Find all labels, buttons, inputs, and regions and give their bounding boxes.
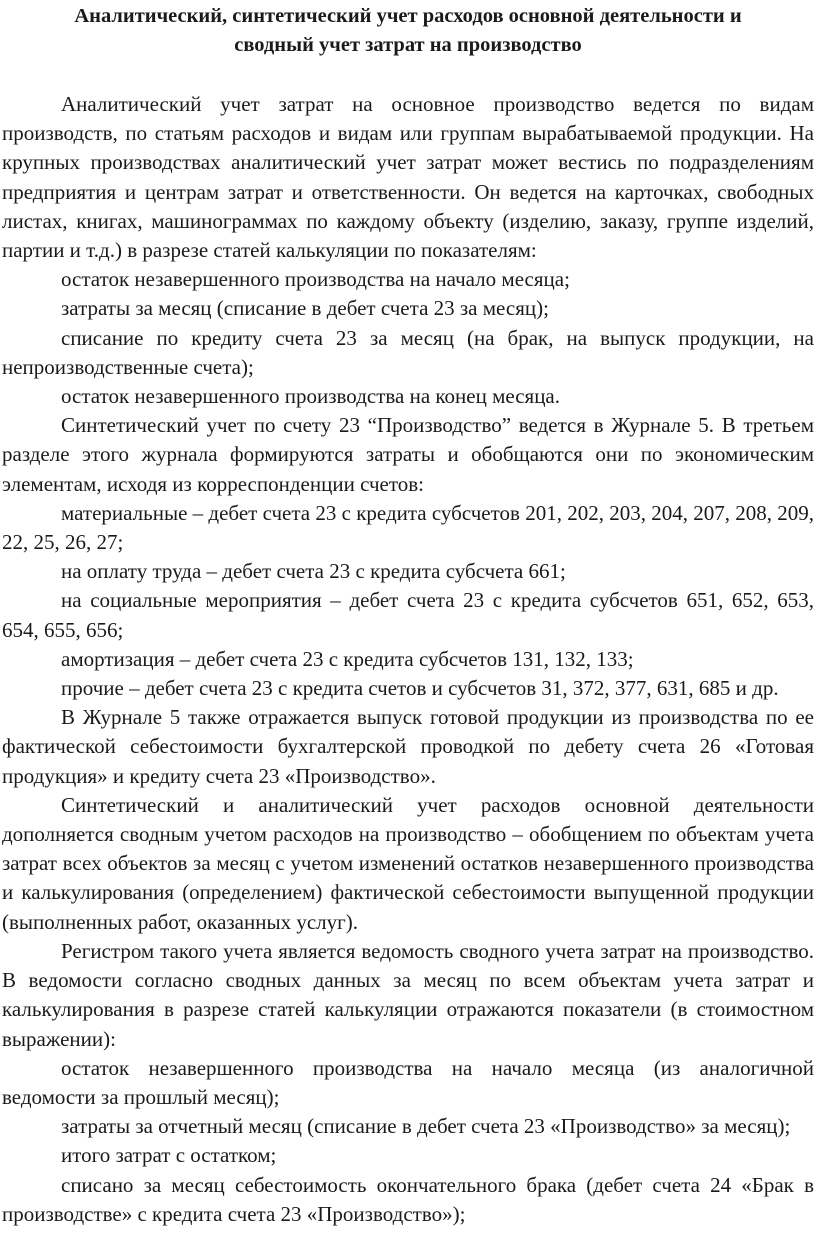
title-line-1: Аналитический, синтетический учет расходов основной деятельности и [74,5,742,27]
title-spacer [2,60,814,90]
document-title [2,2,814,60]
list-item: амортизация – дебет счета 23 с кредита субсчетов 131, 132, 133; [61,646,634,671]
title-line-2: сводный учет затрат на производство [234,34,582,56]
list-item: затраты за отчетный месяц (списание в дебет счета 23 «Производство» за месяц); [61,1114,791,1139]
list-item: остаток незавершенного производства на начало месяца (из аналогичной ведомости за прошлый месяц); [2,1055,814,1109]
list-item: на оплату труда – дебет счета 23 с кредита субсчета 661; [61,559,566,584]
body-paragraph: В Журнале 5 также отражается выпуск готовой продукции из производства по ее фактической себестоимости бухгалтерской проводкой по дебету счета 26 «Готовая продукция» и кредиту счета 23 «Производство». [2,705,814,788]
list-item: списание по кредиту счета 23 за месяц (на брак, на выпуск продукции, на непроизводственные счета); [2,325,814,379]
list-item: списано за месяц себестоимость окончательного брака (дебет счета 24 «Брак в производстве» с кредита счета 23 «Производство»); [2,1172,814,1226]
body-paragraph: Регистром такого учета является ведомость сводного учета затрат на производство. В ведомости согласно сводных данных за месяц по всем объектам учета затрат и калькулирования в разрезе статей калькуляции отражаются показатели (в стоимостном выражении): [2,938,814,1051]
document-body [2,90,814,1229]
list-item: прочие – дебет счета 23 с кредита счетов и субсчетов 31, 372, 377, 631, 685 и др. [61,676,779,701]
list-item: остаток незавершенного производства на начало месяца; [61,267,570,292]
list-item: на социальные мероприятия – дебет счета 23 с кредита субсчетов 651, 652, 653, 654, 655, 656; [2,588,814,642]
list-item: материальные – дебет счета 23 с кредита субсчетов 201, 202, 203, 204, 207, 208, 209, 22, 25, 26, 27; [2,500,814,555]
list-item: итого затрат с остатком; [61,1143,277,1168]
list-item: остаток незавершенного производства на конец месяца. [61,384,561,409]
body-paragraph: Синтетический и аналитический учет расходов основной деятельности дополняется сводным учетом расходов на производство – обобщением по объектам учета затрат всех объектов за месяц с учетом изменений остатков незавершенного производства и калькулирования (определением) фактической себестоимости выпущенной продукции (выполненных работ, оказанных услуг). [2,792,814,934]
body-paragraph: Синтетический учет по счету 23 “Производство” ведется в Журнале 5. В третьем разделе этого журнала формируются затраты и обобщаются они по экономическим элементам, исходя из корреспонденции счетов: [2,413,814,496]
document-page [0,2,816,1241]
list-item: затраты за месяц (списание в дебет счета 23 за месяц); [61,296,549,321]
body-paragraph: Аналитический учет затрат на основное производство ведется по видам производств, по статьям расходов и видам или группам вырабатываемой продукции. На крупных производствах аналитический учет затрат может вестись по подразделениям предприятия и центрам затрат и ответственности. Он ведется на карточках, свободных листах, книгах, машинограммах по каждому объекту (изделию, заказу, группе изделий, партии и т.д.) в разрезе статей калькуляции по показателям: [2,92,814,263]
